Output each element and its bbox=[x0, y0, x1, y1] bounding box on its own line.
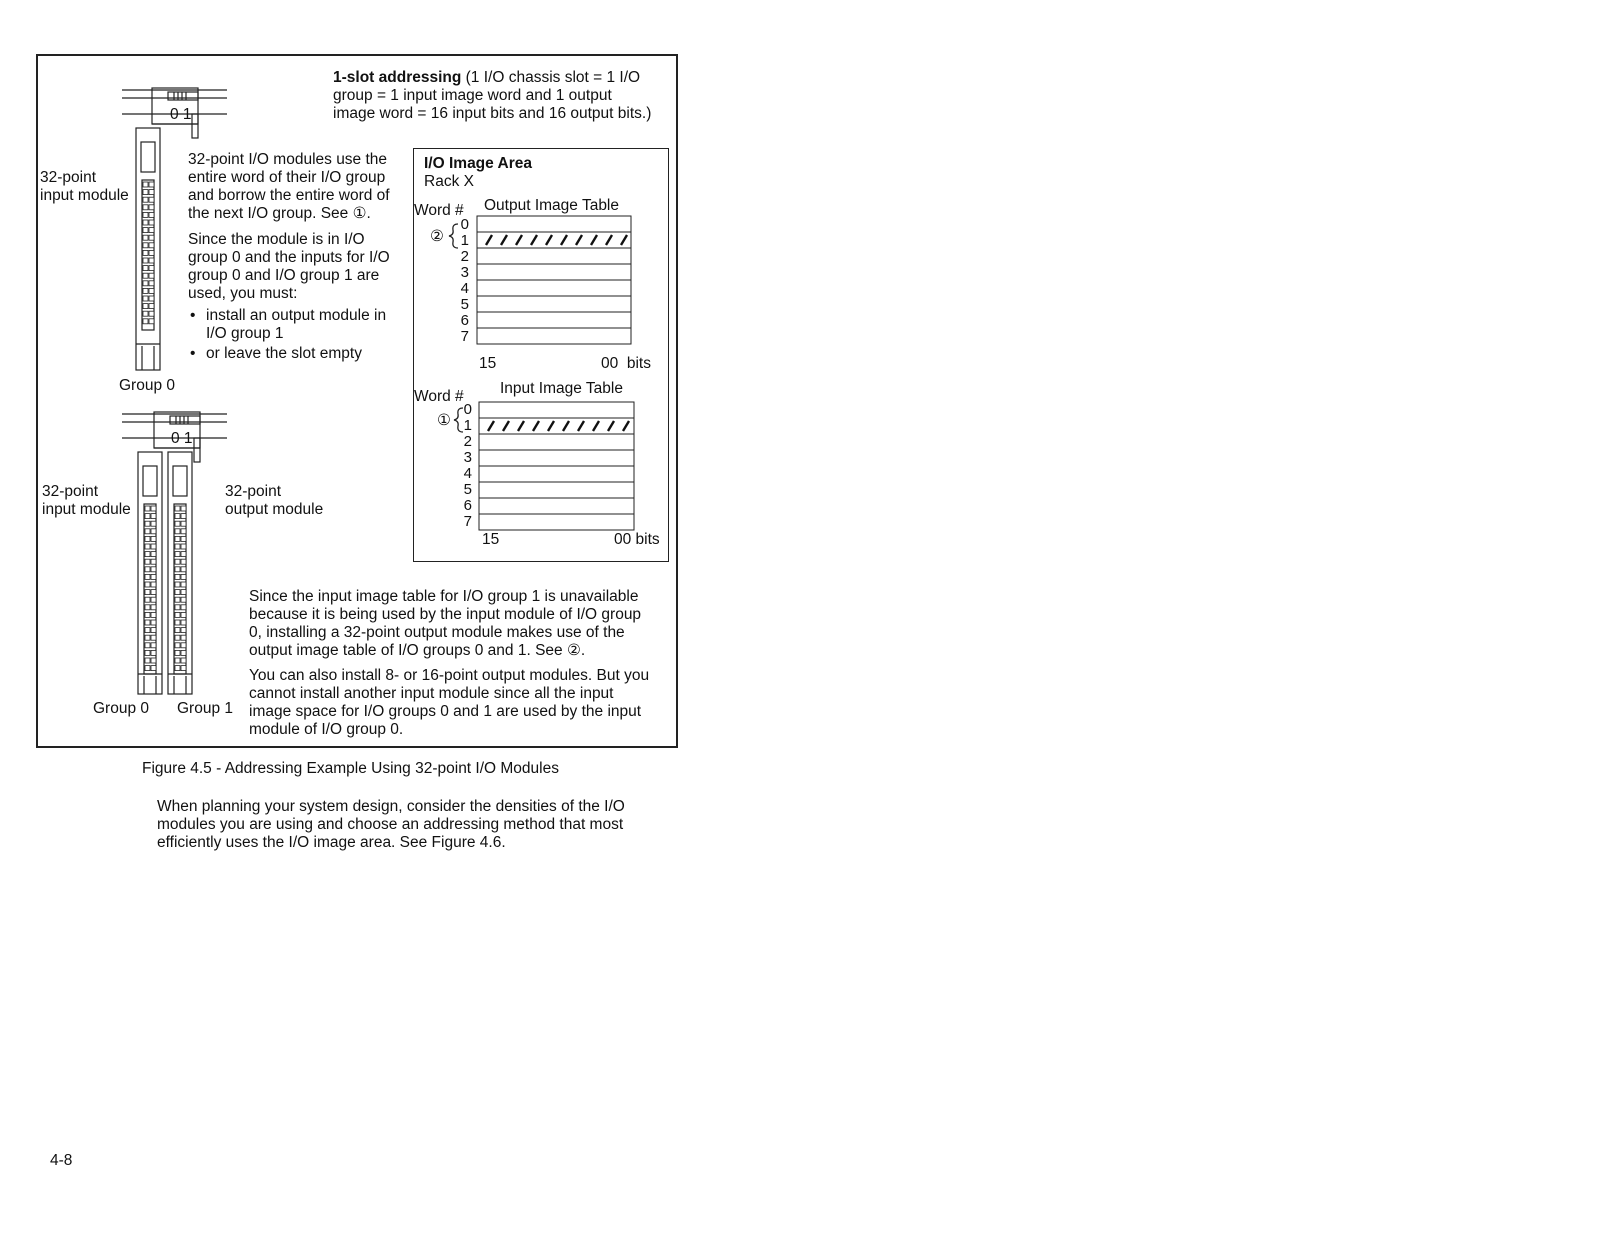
addressing-desc-line-3: image word = 16 input bits and 16 output bits.) bbox=[333, 105, 652, 122]
input-bit-high: 15 bbox=[482, 531, 500, 548]
input-marker: ① bbox=[437, 412, 451, 429]
bottom-p1-line: Since the input image table for I/O group 1 is unavailable bbox=[249, 588, 639, 605]
terminal-screw bbox=[175, 567, 180, 572]
body-line: When planning your system design, consider the densities of the I/O bbox=[157, 798, 625, 815]
output-bit-low: 00 bits bbox=[601, 355, 651, 372]
terminal-screw bbox=[181, 544, 186, 549]
terminal-screw bbox=[181, 597, 186, 602]
word-number: 3 bbox=[463, 449, 472, 466]
terminal-screw bbox=[151, 650, 156, 655]
bullet-line: I/O group 1 bbox=[206, 325, 284, 342]
word-number: 1 bbox=[460, 232, 469, 249]
terminal-screw bbox=[151, 666, 156, 671]
bullet-item bbox=[188, 307, 390, 343]
terminal-screw bbox=[175, 521, 180, 526]
input-image-table bbox=[478, 400, 636, 532]
terminal-screw bbox=[151, 574, 156, 579]
terminal-screw bbox=[145, 605, 150, 610]
explain-p2-line: group 0 and I/O group 1 are bbox=[188, 267, 380, 284]
terminal-screw bbox=[149, 250, 154, 255]
terminal-screw bbox=[181, 536, 186, 541]
bullet-line: • or leave the slot empty bbox=[206, 345, 362, 362]
input-module-label-line-2: input module bbox=[40, 187, 129, 204]
explanation-text bbox=[188, 151, 390, 363]
terminal-screw bbox=[151, 597, 156, 602]
terminal-screw bbox=[145, 521, 150, 526]
output-marker: ② bbox=[430, 228, 444, 245]
addressing-description bbox=[333, 69, 651, 123]
word-row-3 bbox=[477, 264, 631, 280]
word-number: 5 bbox=[460, 296, 469, 313]
terminal-screw bbox=[151, 514, 156, 519]
word-number: 1 bbox=[463, 417, 472, 434]
terminal-screw bbox=[145, 612, 150, 617]
terminal-screw bbox=[145, 529, 150, 534]
terminal-screw bbox=[151, 544, 156, 549]
terminal-screw bbox=[175, 574, 180, 579]
word-row-7 bbox=[477, 328, 631, 344]
output-image-table bbox=[476, 214, 634, 346]
addressing-desc-line-1: (1 I/O chassis slot = 1 I/O bbox=[461, 69, 641, 86]
terminal-screw bbox=[149, 273, 154, 278]
terminal-screw bbox=[151, 620, 156, 625]
terminal-screw bbox=[181, 582, 186, 587]
terminal-screw bbox=[181, 567, 186, 572]
terminal-screw bbox=[149, 281, 154, 286]
word-row-7 bbox=[479, 514, 634, 530]
word-number: 4 bbox=[463, 465, 472, 482]
terminal-screw bbox=[149, 311, 154, 316]
terminal-screw bbox=[181, 666, 186, 671]
terminal-screw bbox=[151, 590, 156, 595]
output-bit-high: 15 bbox=[479, 355, 497, 372]
terminal-screw bbox=[149, 228, 154, 233]
explain-bullets bbox=[188, 307, 390, 363]
terminal-screw bbox=[151, 605, 156, 610]
input-module-label-line-1: 32-point bbox=[40, 169, 97, 186]
input-word-label: Word # bbox=[414, 388, 464, 405]
terminal-screw bbox=[181, 658, 186, 663]
input-table-title: Input Image Table bbox=[500, 380, 623, 397]
terminal-screw bbox=[145, 590, 150, 595]
terminal-screw bbox=[181, 643, 186, 648]
output-table-title: Output Image Table bbox=[484, 197, 619, 214]
terminal-screw bbox=[181, 650, 186, 655]
body-paragraph bbox=[157, 798, 625, 852]
terminal-screw bbox=[175, 628, 180, 633]
terminal-screw bbox=[145, 658, 150, 663]
output-module-label-line-2: output module bbox=[225, 501, 324, 518]
terminal-screw bbox=[145, 582, 150, 587]
body-line: modules you are using and choose an addressing method that most bbox=[157, 816, 624, 833]
bottom-p2-line: You can also install 8- or 16-point output modules. But you bbox=[249, 667, 650, 684]
terminal-screw bbox=[175, 529, 180, 534]
input-module-label-line-2: input module bbox=[42, 501, 131, 518]
word-number: 2 bbox=[463, 433, 472, 450]
terminal-screw bbox=[181, 605, 186, 610]
terminal-screw bbox=[175, 514, 180, 519]
terminal-screw bbox=[149, 258, 154, 263]
terminal-screw bbox=[149, 197, 154, 202]
explain-p1-line: the next I/O group. See ①. bbox=[188, 205, 371, 222]
terminal-screw bbox=[143, 281, 148, 286]
terminal-screw bbox=[151, 643, 156, 648]
input-module-label-top bbox=[40, 169, 129, 205]
word-row-6 bbox=[479, 498, 634, 514]
terminal-screw bbox=[151, 582, 156, 587]
terminal-screw bbox=[175, 536, 180, 541]
bottom-p2-line: module of I/O group 0. bbox=[249, 721, 404, 738]
terminal-screw bbox=[151, 536, 156, 541]
terminal-screw bbox=[175, 612, 180, 617]
terminal-screw bbox=[143, 258, 148, 263]
terminal-screw bbox=[151, 635, 156, 640]
terminal-screw bbox=[151, 529, 156, 534]
terminal-screw bbox=[175, 559, 180, 564]
terminal-screw bbox=[149, 212, 154, 217]
terminal-screw bbox=[149, 235, 154, 240]
terminal-screw bbox=[181, 521, 186, 526]
terminal-screw bbox=[149, 182, 154, 187]
word-row-5 bbox=[477, 296, 631, 312]
terminal-screw bbox=[181, 612, 186, 617]
terminal-screw bbox=[143, 250, 148, 255]
terminal-screw bbox=[149, 205, 154, 210]
input-module-label-bottom bbox=[42, 483, 131, 519]
word-row-4 bbox=[477, 280, 631, 296]
input-word-numbers bbox=[458, 402, 472, 530]
explain-p1 bbox=[188, 151, 390, 223]
explain-p1-line: and borrow the entire word of bbox=[188, 187, 390, 204]
bottom-p1-line: because it is being used by the input module of I/O group bbox=[249, 606, 642, 623]
terminal-screw bbox=[143, 296, 148, 301]
output-module-label-line-1: 32-point bbox=[225, 483, 282, 500]
bottom-p1 bbox=[249, 588, 649, 660]
terminal-screw bbox=[145, 628, 150, 633]
slot-numbers-top: 0 1 bbox=[170, 106, 192, 123]
terminal-screw bbox=[175, 552, 180, 557]
word-number: 0 bbox=[463, 401, 472, 418]
terminal-screw bbox=[151, 628, 156, 633]
terminal-screw bbox=[151, 559, 156, 564]
terminal-screw bbox=[145, 536, 150, 541]
terminal-screw bbox=[145, 620, 150, 625]
word-row-5 bbox=[479, 482, 634, 498]
word-number: 0 bbox=[460, 216, 469, 233]
addressing-title: 1-slot addressing bbox=[333, 69, 462, 86]
terminal-screw bbox=[175, 635, 180, 640]
terminal-screw bbox=[145, 567, 150, 572]
terminal-screw bbox=[181, 590, 186, 595]
terminal-screw bbox=[143, 266, 148, 271]
terminal-screw bbox=[145, 559, 150, 564]
terminal-screw bbox=[151, 612, 156, 617]
bottom-p2-line: cannot install another input module since all the input bbox=[249, 685, 614, 702]
word-row-0 bbox=[477, 216, 631, 232]
terminal-screw bbox=[175, 544, 180, 549]
terminal-screw bbox=[145, 574, 150, 579]
terminal-screw bbox=[143, 288, 148, 293]
terminal-screw bbox=[143, 205, 148, 210]
explain-p2-line: group 0 and the inputs for I/O bbox=[188, 249, 390, 266]
explain-p1-line: entire word of their I/O group bbox=[188, 169, 386, 186]
output-word-label: Word # bbox=[414, 202, 464, 219]
terminal-screw bbox=[149, 304, 154, 309]
terminal-screw bbox=[145, 597, 150, 602]
terminal-screw bbox=[143, 190, 148, 195]
terminal-screw bbox=[175, 666, 180, 671]
figure-caption: Figure 4.5 - Addressing Example Using 32-point I/O Modules bbox=[142, 760, 559, 777]
word-number: 7 bbox=[463, 513, 472, 530]
word-row-2 bbox=[477, 248, 631, 264]
terminal-screw bbox=[149, 319, 154, 324]
terminal-screw bbox=[143, 182, 148, 187]
terminal-screw bbox=[143, 212, 148, 217]
bottom-p2-line: image space for I/O groups 0 and 1 are used by the input bbox=[249, 703, 642, 720]
output-word-numbers bbox=[455, 217, 469, 345]
terminal-screw bbox=[143, 304, 148, 309]
explain-p2-line: Since the module is in I/O bbox=[188, 231, 365, 248]
group-0-label-top: Group 0 bbox=[119, 377, 176, 394]
word-row-2 bbox=[479, 434, 634, 450]
terminal-screw bbox=[151, 506, 156, 511]
terminal-screw bbox=[143, 197, 148, 202]
bottom-explanation bbox=[249, 588, 649, 739]
bottom-chassis-diagram bbox=[112, 408, 237, 698]
addressing-desc-line-2: group = 1 input image word and 1 output bbox=[333, 87, 612, 104]
io-image-area-title: I/O Image Area bbox=[424, 155, 532, 172]
terminal-screw bbox=[145, 650, 150, 655]
terminal-screw bbox=[143, 235, 148, 240]
terminal-screw bbox=[151, 552, 156, 557]
word-number: 7 bbox=[460, 328, 469, 345]
word-number: 6 bbox=[460, 312, 469, 329]
terminal-screw bbox=[145, 514, 150, 519]
bullet-line: • install an output module in bbox=[206, 307, 387, 324]
body-line: efficiently uses the I/O image area. See Figure 4.6. bbox=[157, 834, 506, 851]
input-module-label-line-1: 32-point bbox=[42, 483, 99, 500]
word-number: 6 bbox=[463, 497, 472, 514]
terminal-screw bbox=[181, 514, 186, 519]
terminal-screw bbox=[175, 650, 180, 655]
terminal-screw bbox=[149, 288, 154, 293]
terminal-screw bbox=[175, 590, 180, 595]
word-number: 4 bbox=[460, 280, 469, 297]
bottom-p1-line: 0, installing a 32-point output module makes use of the bbox=[249, 624, 625, 641]
terminal-screw bbox=[181, 574, 186, 579]
terminal-screw bbox=[151, 658, 156, 663]
terminal-screw bbox=[149, 296, 154, 301]
terminal-screw bbox=[145, 666, 150, 671]
terminal-screw bbox=[149, 266, 154, 271]
word-number: 5 bbox=[463, 481, 472, 498]
terminal-screw bbox=[181, 559, 186, 564]
word-row-0 bbox=[479, 402, 634, 418]
terminal-screw bbox=[145, 635, 150, 640]
terminal-screw bbox=[143, 243, 148, 248]
explain-p2-line: used, you must: bbox=[188, 285, 298, 302]
terminal-screw bbox=[143, 220, 148, 225]
explain-p1-line: 32-point I/O modules use the bbox=[188, 151, 388, 168]
terminal-screw bbox=[143, 228, 148, 233]
group-0-label-bottom: Group 0 bbox=[93, 700, 150, 717]
terminal-screw bbox=[145, 643, 150, 648]
group-1-label-bottom: Group 1 bbox=[177, 700, 234, 717]
bottom-p2 bbox=[249, 667, 649, 739]
terminal-screw bbox=[149, 243, 154, 248]
terminal-screw bbox=[149, 220, 154, 225]
terminal-screw bbox=[175, 597, 180, 602]
terminal-screw bbox=[175, 620, 180, 625]
bullet-item bbox=[188, 345, 390, 363]
page-number: 4-8 bbox=[50, 1152, 73, 1169]
slot-numbers-bottom: 0 1 bbox=[171, 430, 193, 447]
bottom-p1-line: output image table of I/O groups 0 and 1. See ②. bbox=[249, 642, 586, 659]
terminal-screw bbox=[145, 552, 150, 557]
terminal-screw bbox=[175, 658, 180, 663]
word-number: 3 bbox=[460, 264, 469, 281]
terminal-screw bbox=[175, 643, 180, 648]
terminal-screw bbox=[145, 544, 150, 549]
terminal-screw bbox=[181, 552, 186, 557]
terminal-screw bbox=[143, 311, 148, 316]
terminal-screw bbox=[181, 620, 186, 625]
terminal-screw bbox=[143, 273, 148, 278]
terminal-screw bbox=[181, 628, 186, 633]
terminal-screw bbox=[143, 319, 148, 324]
word-row-3 bbox=[479, 450, 634, 466]
rack-label: Rack X bbox=[424, 173, 474, 190]
explain-p2 bbox=[188, 231, 390, 303]
terminal-screw bbox=[175, 605, 180, 610]
terminal-screw bbox=[149, 190, 154, 195]
terminal-screw bbox=[151, 567, 156, 572]
terminal-screw bbox=[181, 529, 186, 534]
terminal-screw bbox=[151, 521, 156, 526]
terminal-screw bbox=[175, 506, 180, 511]
word-number: 2 bbox=[460, 248, 469, 265]
word-row-6 bbox=[477, 312, 631, 328]
input-bit-low: 00 bits bbox=[614, 531, 660, 548]
word-row-4 bbox=[479, 466, 634, 482]
terminal-screw bbox=[175, 582, 180, 587]
output-module-label-bottom bbox=[225, 483, 323, 519]
terminal-screw bbox=[181, 506, 186, 511]
terminal-screw bbox=[181, 635, 186, 640]
terminal-screw bbox=[145, 506, 150, 511]
